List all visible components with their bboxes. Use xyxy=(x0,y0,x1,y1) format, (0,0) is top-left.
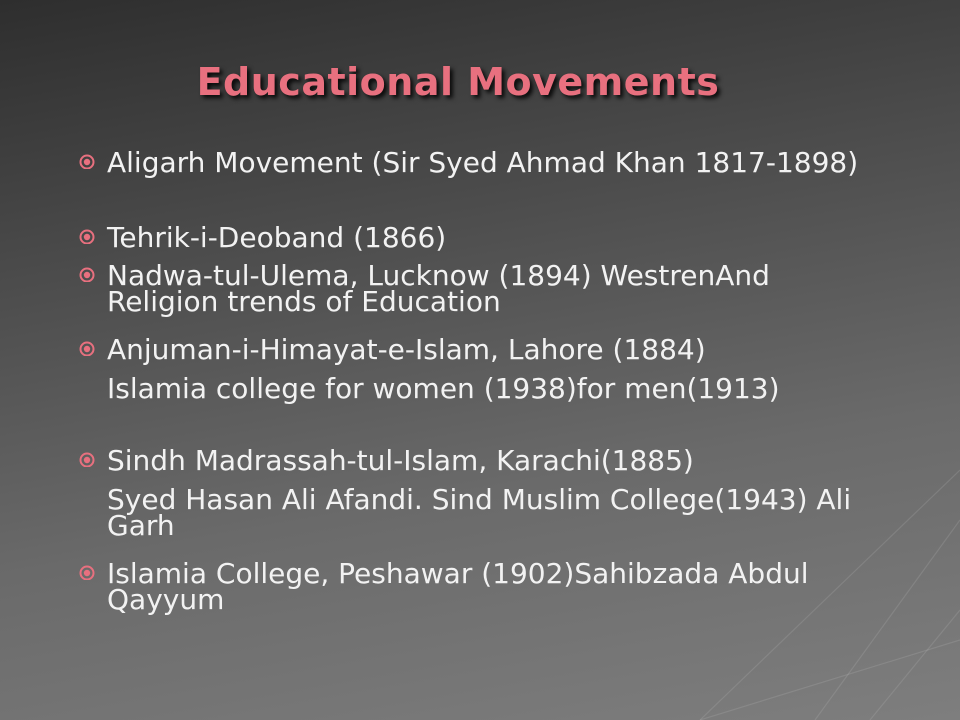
slide-title: Educational Movements xyxy=(196,60,720,104)
circled-dot-icon xyxy=(78,226,96,244)
list-item-text: Sindh Madrassah-tul-Islam, Karachi(1885) xyxy=(107,444,694,477)
circled-dot-icon xyxy=(78,264,96,282)
circled-dot-icon xyxy=(78,338,96,356)
list-item xyxy=(78,146,878,179)
list-item xyxy=(78,444,878,477)
list-item xyxy=(78,333,878,366)
circled-dot-icon xyxy=(78,562,96,580)
list-item-text: Nadwa-tul-Ulema, Lucknow (1894) WestrenAnd Religion trends of Education xyxy=(107,259,770,318)
list-item-continuation: Islamia college for women (1938)for men(1913) xyxy=(107,372,780,405)
circled-dot-icon xyxy=(78,151,96,169)
list-item xyxy=(78,259,878,318)
list-item-text: Islamia College, Peshawar (1902)Sahibzada Abdul Qayyum xyxy=(107,557,809,616)
list-item-text: Anjuman-i-Himayat-e-Islam, Lahore (1884) xyxy=(107,333,706,366)
list-item-text: Aligarh Movement (Sir Syed Ahmad Khan 1817-1898) xyxy=(107,146,859,179)
circled-dot-icon xyxy=(78,449,96,467)
list-item-text: Tehrik-i-Deoband (1866) xyxy=(107,221,447,254)
list-item xyxy=(78,557,878,616)
list-item-continuation: Syed Hasan Ali Afandi. Sind Muslim College(1943) Ali Garh xyxy=(107,483,852,542)
list-item xyxy=(78,221,878,254)
